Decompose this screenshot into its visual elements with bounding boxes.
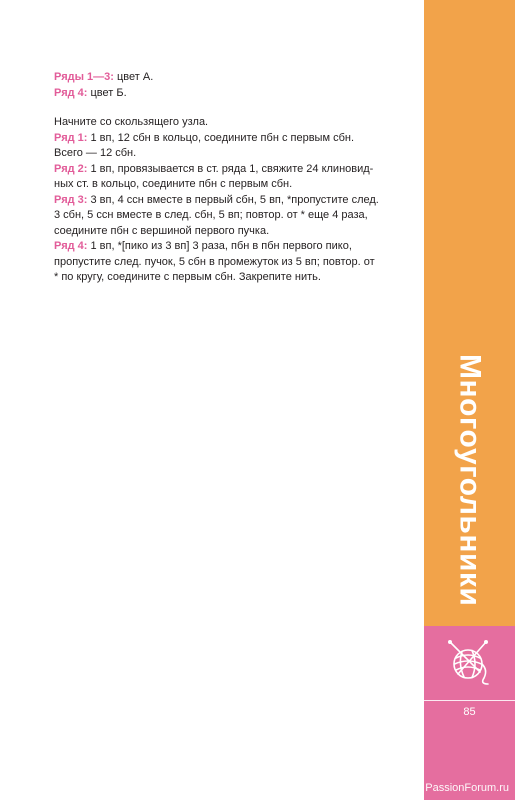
page-number: 85 (463, 706, 476, 718)
watermark: PassionForum.ru (425, 782, 509, 794)
row-2-line-2: ных ст. в кольцо, соедините пбн с первым сбн. (54, 178, 293, 190)
pattern-text (54, 70, 404, 286)
row-text: цвет Б. (87, 86, 127, 99)
row-4-line-3: * по кругу, соедините с первым сбн. Закрепите нить. (54, 271, 321, 283)
row-1-line-1 (54, 131, 404, 147)
colors-row-4 (54, 86, 404, 102)
yarn-ball-icon (442, 634, 494, 686)
row-label: Ряд 4: (54, 86, 88, 99)
row-label: Ряд 4: (54, 240, 88, 252)
row-text: 3 вп, 4 ссн вместе в первый сбн, 5 вп, *пропустите след. (87, 193, 379, 206)
divider (424, 700, 515, 701)
row-4-line-1 (54, 239, 404, 255)
row-label: Ряд 1: (54, 131, 88, 144)
row-text: 1 вп, *[пико из 3 вп] 3 раза, пбн в пбн первого пико, (87, 240, 352, 252)
row-text: 1 вп, 12 сбн в кольцо, соедините пбн с первым сбн. (87, 131, 354, 144)
row-4-line-2: пропустите след. пучок, 5 сбн в промежуток из 5 вп; повтор. от (54, 255, 375, 268)
row-text: 1 вп, провязывается в ст. ряда 1, свяжите 24 клиновид- (87, 162, 374, 175)
row-label: Ряд 2: (54, 162, 88, 175)
row-3-line-1 (54, 193, 404, 209)
row-1-line-2: Всего — 12 сбн. (54, 147, 137, 159)
chapter-title-text: Многоугольники (453, 353, 487, 607)
chapter-sidebar (424, 0, 515, 800)
row-3-line-2: 3 сбн, 5 ссн вместе в след. сбн, 5 вп; повтор. от * еще 4 раза, (54, 209, 368, 221)
row-3-line-3: соедините пбн с вершиной первого пучка. (54, 224, 270, 237)
colors-rows-1-3 (54, 70, 404, 86)
intro-text: Начните со скользящего узла. (54, 116, 209, 128)
chapter-title (424, 340, 515, 620)
row-2-line-1 (54, 162, 404, 178)
row-label: Ряд 3: (54, 193, 88, 206)
row-text: цвет А. (113, 71, 154, 83)
row-label: Ряды 1—3: (54, 71, 114, 83)
